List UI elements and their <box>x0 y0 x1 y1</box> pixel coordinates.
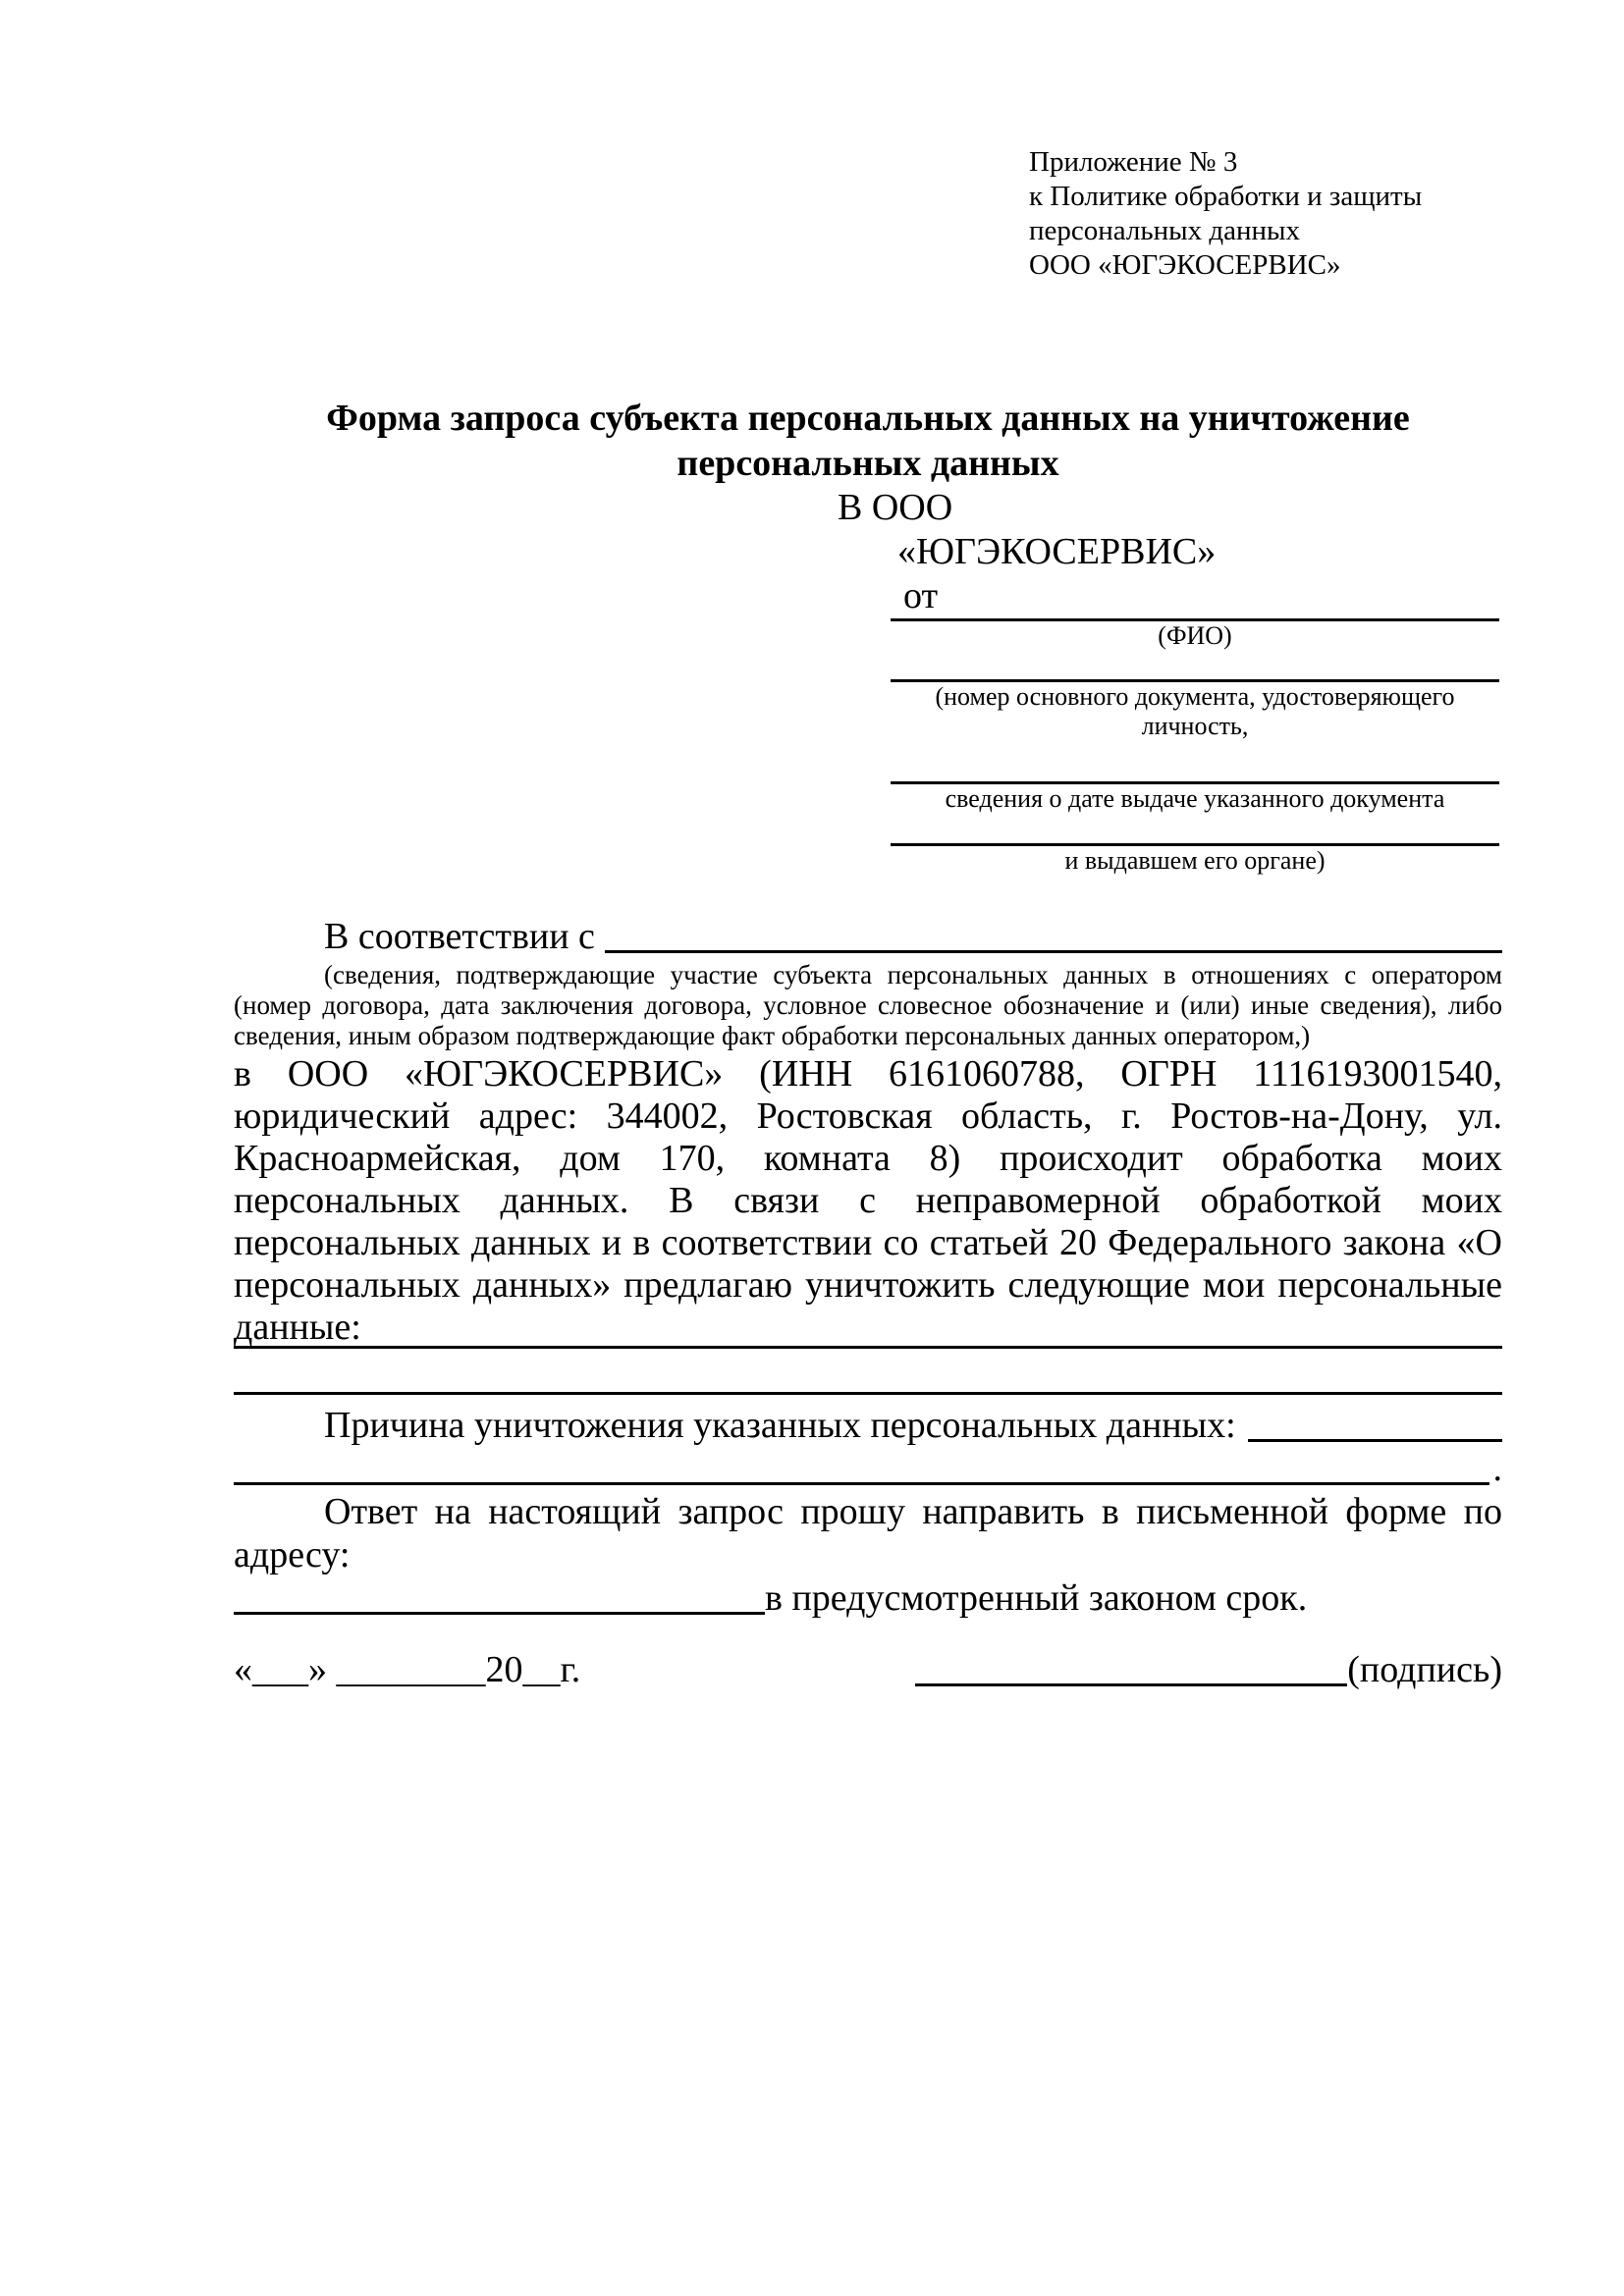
response-request-line: Ответ на настоящий запрос прошу направить в письменной форме по адресу: <box>234 1491 1502 1575</box>
appendix-line-pd: персональных данных <box>1029 215 1301 246</box>
reason-label: Причина уничтожения указанных персональных данных: <box>324 1405 1236 1446</box>
reason-period: . <box>1492 1448 1502 1489</box>
compliance-line <box>234 915 1502 958</box>
reason-line <box>234 1404 1502 1447</box>
issuing-authority-caption: и выдавшем его органе) <box>1064 846 1326 875</box>
response-address-blank-line <box>234 1612 765 1615</box>
response-term-text: в предусмотренный законом срок. <box>765 1577 1308 1619</box>
data-list-blank-line-2 <box>234 1349 1502 1395</box>
appendix-line-number: Приложение № 3 <box>1029 146 1238 178</box>
date-blank-text: «___» ________20__г. <box>234 1649 581 1690</box>
appendix-header <box>1029 145 1502 283</box>
reason-blank-line <box>1248 1439 1502 1442</box>
signature-blank-line <box>915 1683 1347 1686</box>
addressee-company: «ЮГЭКОСЕРВИС» <box>897 531 1217 572</box>
signature-caption: (подпись) <box>1347 1649 1502 1690</box>
compliance-blank-line <box>605 950 1502 953</box>
addressee-from-label: от <box>903 575 939 616</box>
form-title-line-2: персональных данных <box>677 443 1059 484</box>
date-signature-row <box>234 1648 1502 1691</box>
compliance-prefix: В соответствии с <box>324 916 595 957</box>
form-title <box>234 396 1502 486</box>
response-address-line <box>234 1576 1502 1620</box>
appendix-line-company: ООО «ЮГЭКОСЕРВИС» <box>1029 249 1341 281</box>
compliance-footnote: (сведения, подтверждающие участие субъекта персональных данных в отношениях с оператором (номер договора, дата заключения договора, условное словесное обозначение и (или) иные сведения), либо сведения, иным образом подтверждающие факт обработки персональных данных оператором,) <box>234 960 1502 1050</box>
addressee-to: В ООО <box>838 487 953 528</box>
document-number-caption: (номер основного документа, удостоверяющего личность, <box>935 682 1455 740</box>
reason-continuation-line <box>234 1447 1502 1490</box>
issue-date-caption: сведения о дате выдаче указанного документа <box>945 784 1445 813</box>
signature-group <box>915 1648 1502 1691</box>
appendix-line-policy: к Политике обработки и защиты <box>1029 181 1423 212</box>
request-body-paragraph: в ООО «ЮГЭКОСЕРВИС» (ИНН 6161060788, ОГРН 1116193001540, юридический адрес: 344002, Ростовская область, г. Ростов-на-Дону, ул. Красноармейская, дом 170, комната 8) происходит обработка моих персональных данных. В связи с неправомерной обработкой моих персональных данных и в соответствии со статьей 20 Федерального закона «О персональных данных» предлагаю уничтожить следующие мои персональные данные: <box>234 1053 1502 1348</box>
reason-blank-line-2 <box>234 1482 1489 1485</box>
fio-caption: (ФИО) <box>1158 621 1232 650</box>
form-title-line-1: Форма запроса субъекта персональных данных на уничтожение <box>326 398 1410 439</box>
